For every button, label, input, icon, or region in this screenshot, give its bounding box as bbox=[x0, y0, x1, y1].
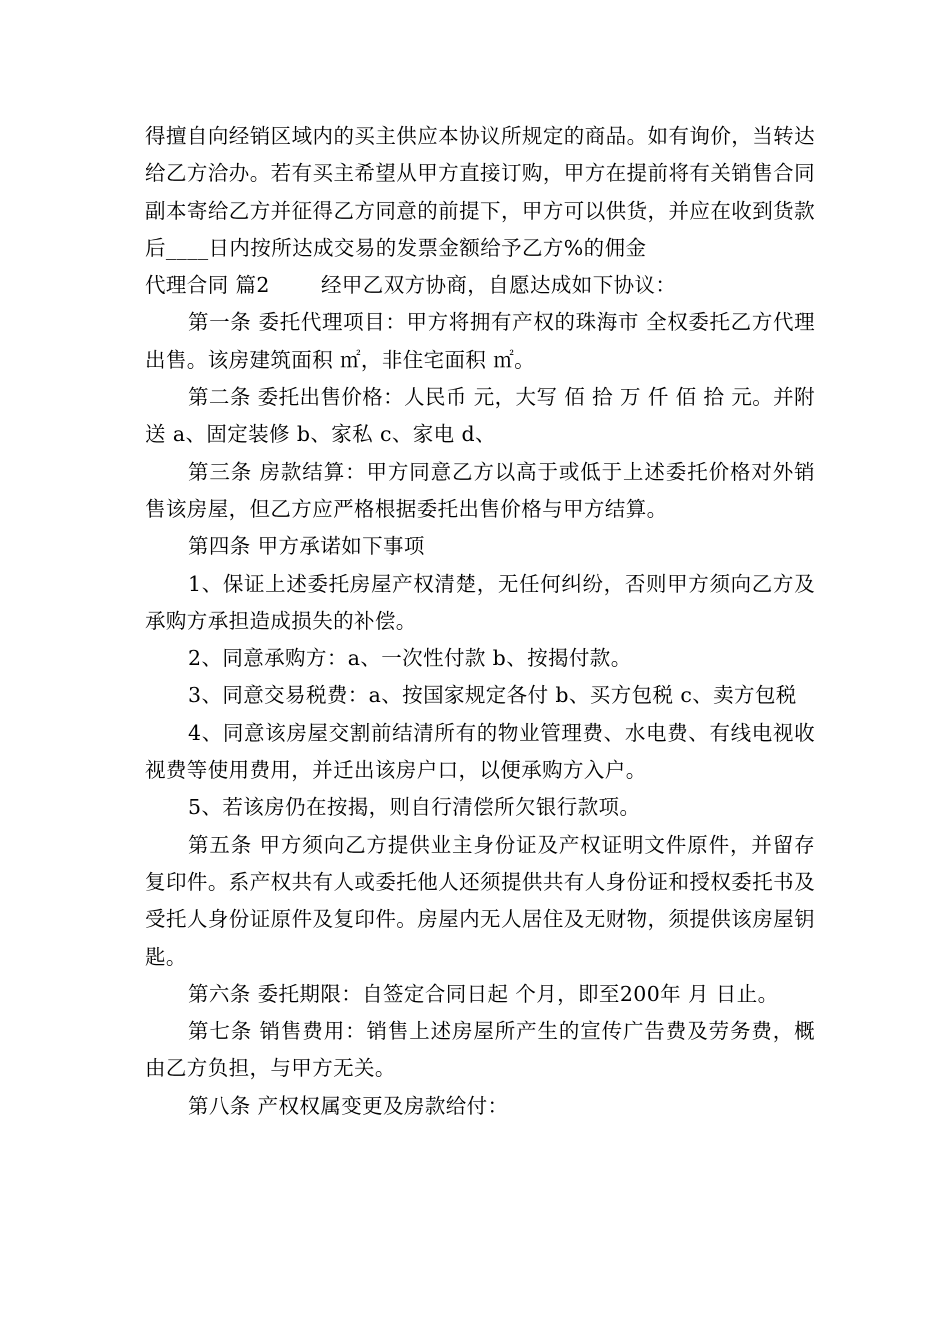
article-3: 第三条 房款结算：甲方同意乙方以高于或低于上述委托价格对外销售该房屋，但乙方应严格根据委托出售价格与甲方结算。 bbox=[145, 459, 815, 521]
article-4-item-4: 4、同意该房屋交割前结清所有的物业管理费、水电费、有线电视收视费等使用费用，并迁出该房户口，以便承购方入户。 bbox=[145, 720, 815, 783]
article-1: 第一条 委托代理项目：甲方将拥有产权的珠海市 全权委托乙方代理出售。该房建筑面积 ㎡，非住宅面积 ㎡。 bbox=[145, 310, 815, 372]
article-4-item-3: 3、同意交易税费：a、按国家规定各付 b、买方包税 c、卖方包税 bbox=[188, 683, 797, 708]
article-6: 第六条 委托期限：自签定合同日起 个月，即至200年 月 日止。 bbox=[188, 981, 779, 1006]
paragraph-intro: 得擅自向经销区域内的买主供应本协议所规定的商品。如有询价，当转达给乙方洽办。若有买主希望从甲方直接订购，甲方在提前将有关销售合同副本寄给乙方并征得乙方同意的前提下，甲方可以供货，并应在收到货款后____日内按所达成交易的发票金额给予乙方%的佣金 bbox=[145, 124, 815, 260]
article-8: 第八条 产权权属变更及房款给付： bbox=[188, 1093, 509, 1118]
article-4-item-5: 5、若该房仍在按揭，则自行清偿所欠银行款项。 bbox=[188, 795, 641, 820]
document-body bbox=[145, 118, 815, 1125]
section-heading bbox=[145, 267, 815, 304]
section-intro-text: 经甲乙双方协商，自愿达成如下协议： bbox=[321, 273, 677, 298]
section-title: 代理合同 篇2 bbox=[145, 273, 270, 298]
article-5: 第五条 甲方须向乙方提供业主身份证及产权证明文件原件，并留存复印件。系产权共有人或委托他人还须提供共有人身份证和授权委托书及受托人身份证原件及复印件。房屋内无人居住及无财物，须提供该房屋钥匙。 bbox=[145, 832, 815, 969]
article-7: 第七条 销售费用：销售上述房屋所产生的宣传广告费及劳务费，概由乙方负担，与甲方无关。 bbox=[145, 1019, 815, 1081]
article-4-item-1: 1、保证上述委托房屋产权清楚，无任何纠纷，否则甲方须向乙方及承购方承担造成损失的补偿。 bbox=[145, 571, 815, 633]
article-2: 第二条 委托出售价格：人民币 元，大写 佰 拾 万 仟 佰 拾 元。并附送 a、固定装修 b、家私 c、家电 d、 bbox=[145, 385, 815, 447]
article-4: 第四条 甲方承诺如下事项 bbox=[188, 534, 425, 559]
article-4-item-2: 2、同意承购方：a、一次性付款 b、按揭付款。 bbox=[188, 646, 632, 671]
